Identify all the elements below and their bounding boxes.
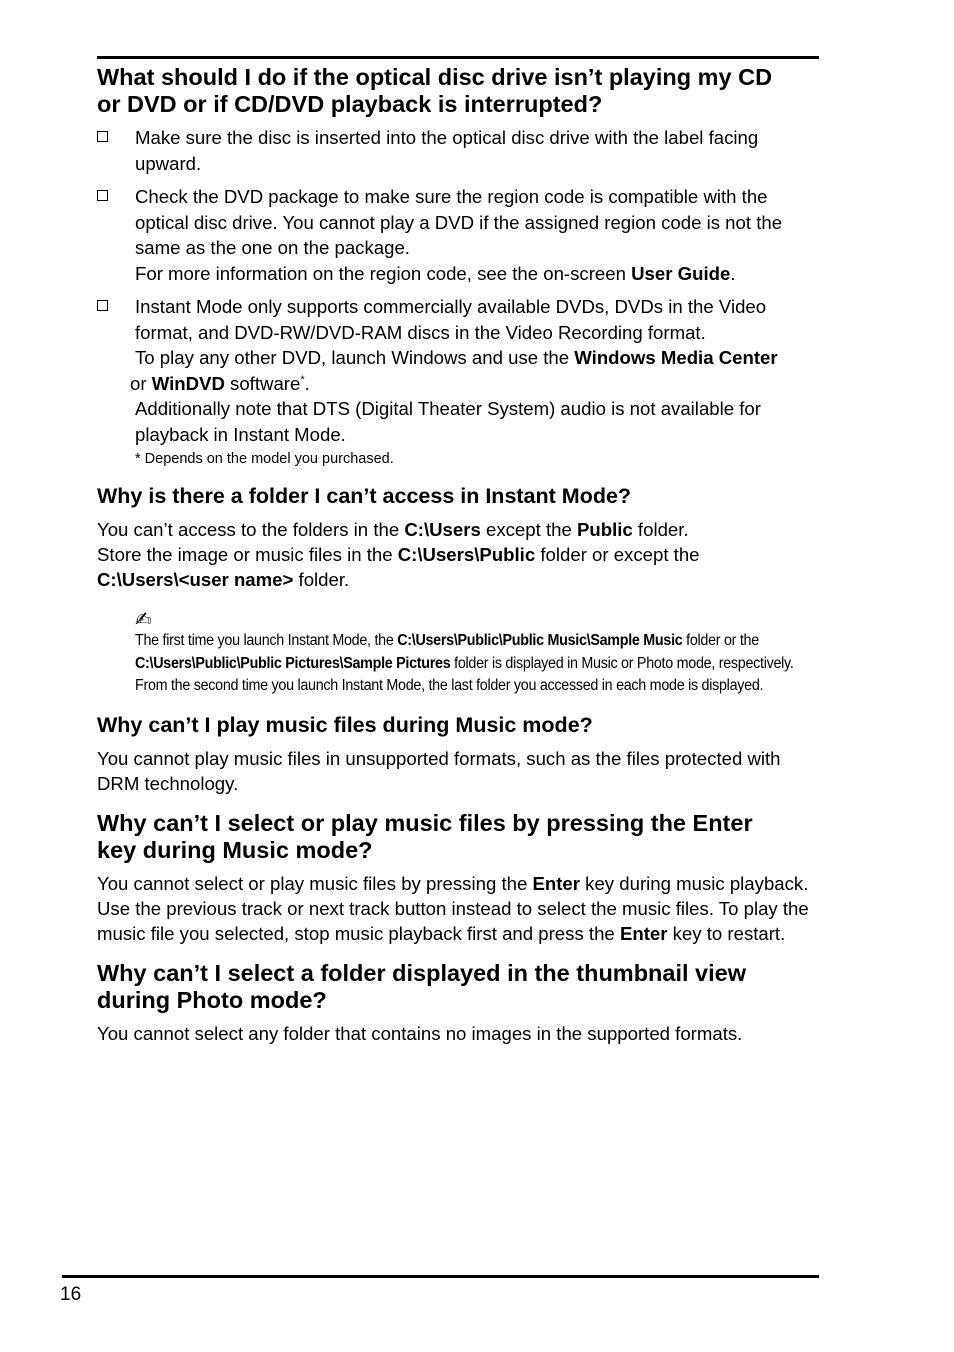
bold-text: Enter — [619, 922, 668, 944]
section-thumbnail-view — [97, 960, 819, 1046]
checkbox-icon — [97, 190, 108, 201]
text: software — [224, 372, 301, 394]
heading-folder-access: Why is there a folder I can’t access in Instant Mode? — [97, 484, 632, 508]
text: Store the image or music files in the — [97, 544, 398, 565]
note-pen-icon: ✍ — [135, 609, 152, 631]
bold-text: C:\Users — [404, 519, 481, 540]
text: For more information on the region code, see the on-screen — [135, 262, 632, 284]
text: To play any other DVD, launch Windows and use the — [135, 347, 575, 368]
text: or — [130, 372, 152, 394]
text: You cannot select or play music files by pressing the — [97, 872, 533, 894]
heading-enter-key — [97, 810, 819, 864]
heading-line-1: Why can’t I select or play music files by pressing the Enter — [97, 809, 753, 836]
page-content — [97, 64, 819, 1060]
text: folder. — [632, 519, 689, 540]
text: folder or the — [682, 632, 759, 649]
list-item — [97, 294, 819, 469]
section-folder-access — [97, 483, 819, 698]
text: folder. — [293, 569, 350, 590]
heading-line-2: during Photo mode? — [97, 986, 327, 1013]
paragraph: You cannot select any folder that contains no images in the supported formats. — [97, 1022, 743, 1044]
list-item — [97, 184, 819, 286]
list-item-text: Instant Mode only supports commercially available DVDs, DVDs in the Video format, and DVD-RW/DVD-RAM discs in the Video Recording format. — [135, 296, 767, 343]
bold-text: WinDVD — [151, 372, 225, 394]
bold-text: C:\Users\Public\Public Pictures\Sample Pictures — [135, 654, 451, 672]
paragraph: You cannot play music files in unsupported formats, such as the files protected with DRM technology. — [97, 747, 781, 794]
text: You can’t access to the folders in the — [97, 519, 405, 540]
bold-text: Windows Media Center — [574, 347, 778, 368]
bold-text: C:\Users\<user name> — [97, 569, 294, 590]
heading-optical-disc — [97, 64, 819, 118]
top-rule — [97, 56, 819, 59]
footnote-marker: * — [300, 373, 305, 386]
text: folder or except the — [535, 544, 700, 565]
heading-line-2: or DVD or if CD/DVD playback is interrupted? — [97, 91, 603, 117]
list-item-text: Check the DVD package to make sure the region code is compatible with the optical disc drive. You cannot play a DVD if the assigned region code is not the same as the one on the package. — [135, 186, 783, 258]
bottom-rule — [62, 1275, 819, 1278]
text: except the — [480, 519, 577, 540]
list-item-text: Make sure the disc is inserted into the optical disc drive with the label facing upward. — [135, 127, 759, 174]
bold-text: Public — [576, 519, 633, 540]
heading-thumbnail-view — [97, 960, 819, 1014]
checklist — [97, 125, 819, 469]
user-guide-link-text: User Guide — [631, 262, 731, 284]
text: key to restart. — [667, 922, 786, 944]
heading-line-1: Why can’t I select a folder displayed in the thumbnail view — [97, 959, 747, 986]
bold-text: C:\Users\Public — [397, 544, 536, 565]
list-item — [97, 125, 819, 176]
section-optical-disc — [97, 64, 819, 469]
text: . — [304, 372, 310, 394]
paragraph — [97, 517, 819, 592]
text: . — [730, 262, 736, 284]
checkbox-icon — [97, 131, 108, 142]
bold-text: Enter — [532, 872, 580, 894]
page-number: 16 — [60, 1284, 82, 1305]
note-text — [135, 630, 819, 698]
checkbox-icon — [97, 300, 108, 311]
paragraph — [97, 871, 819, 946]
heading-line-2: key during Music mode? — [97, 836, 373, 863]
bold-text: C:\Users\Public\Public Music\Sample Music — [397, 632, 683, 649]
section-music-files — [97, 712, 819, 796]
text: folder is displayed in Music or Photo mode, respectively. From the second time you launch Instant Mode, the last folder you accessed in each mode is displayed. — [135, 654, 794, 694]
heading-music-files: Why can’t I play music files during Music mode? — [97, 712, 593, 737]
section-enter-key — [97, 810, 819, 946]
heading-line-1: What should I do if the optical disc drive isn’t playing my CD — [97, 64, 773, 90]
note-box — [97, 610, 819, 698]
footnote: * Depends on the model you purchased. — [135, 451, 394, 467]
text: The first time you launch Instant Mode, the — [135, 632, 398, 649]
text: key during music playback. Use the previous track or next track button instead to select the music files. To play the music file you selected, stop music playback first and press the — [97, 872, 809, 944]
list-item-text: Additionally note that DTS (Digital Theater System) audio is not available for playback in Instant Mode. — [135, 398, 761, 445]
